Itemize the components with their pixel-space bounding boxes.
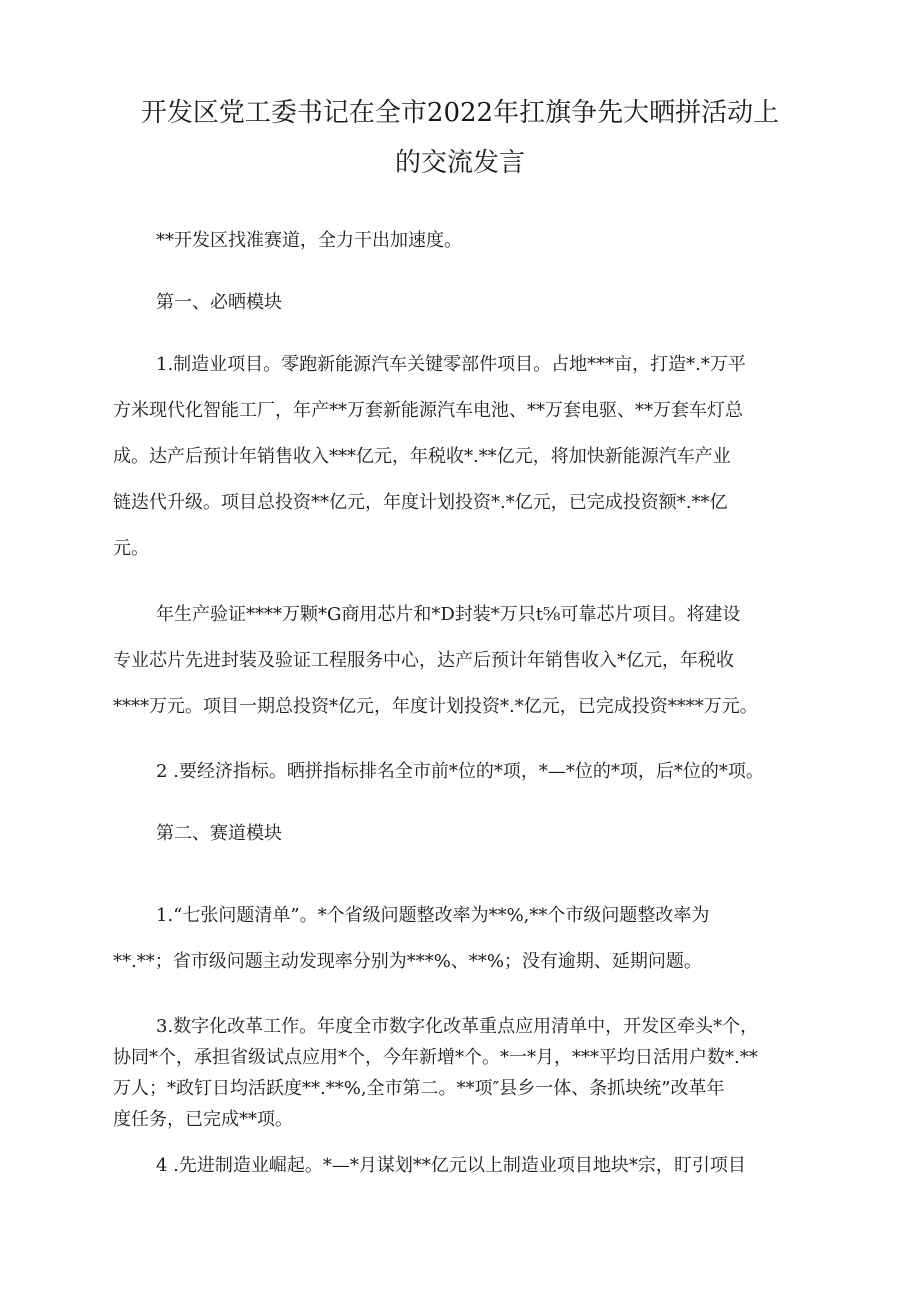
paragraph-line: 成。达产后预计年销售收入***亿元，年税收*.**亿元，将加快新能源汽车产业 xyxy=(113,446,731,467)
doc-title-line-1: 开发区党工委书记在全市2022年扛旗争先大晒拼活动上 xyxy=(140,98,780,128)
paragraph-line: 1.制造业项目。零跑新能源汽车关键零部件项目。占地***亩，打造*.*万平 xyxy=(156,354,746,375)
paragraph-line: 元。 xyxy=(113,538,149,559)
paragraph-line: 第二、赛道模块 xyxy=(156,823,282,844)
paragraph-line: 第一、必晒模块 xyxy=(156,292,282,313)
paragraph-line: 年生产验证****万颗*G商用芯片和*D封装*万只t⅝可靠芯片项目。将建设 xyxy=(156,604,741,625)
paragraph-line: **.**；省市级问题主动发现率分别为***%、**%；没有逾期、延期问题。 xyxy=(113,951,702,972)
paragraph-line: 万人；*政钉日均活跃度**.**%,全市第二。**项″县乡一体、条抓块统”改革年 xyxy=(113,1078,725,1099)
paragraph-line: 协同*个，承担省级试点应用*个，今年新增*个。*一*月，***平均日活用户数*.** xyxy=(113,1047,758,1068)
paragraph-line: 3.数字化改革工作。年度全市数字化改革重点应用清单中，开发区牵头*个， xyxy=(156,1016,759,1037)
paragraph-line: 2 .要经济指标。晒拼指标排名全市前*位的*项，*—*位的*项，后*位的*项。 xyxy=(156,761,764,782)
paragraph-line: 4 .先进制造业崛起。*—*月谋划**亿元以上制造业项目地块*宗，盯引项目 xyxy=(156,1155,746,1176)
paragraph-line: 1.“七张问题清单”。*个省级问题整改率为**%,**个市级问题整改率为 xyxy=(156,905,710,926)
paragraph-line: 链迭代升级。项目总投资**亿元，年度计划投资*.*亿元，已完成投资额*.**亿 xyxy=(113,492,728,513)
paragraph-line: ****万元。项目一期总投资*亿元，年度计划投资*.*亿元，已完成投资****万元。 xyxy=(113,696,758,717)
paragraph-line: 专业芯片先进封装及验证工程服务中心，达产后预计年销售收入*亿元，年税收 xyxy=(113,650,734,671)
doc-title-line-2: 的交流发言 xyxy=(394,148,525,178)
paragraph-line: 度任务，已完成**项。 xyxy=(113,1109,293,1130)
paragraph-line: 方米现代化智能工厂，年产**万套新能源汽车电池、**万套电驱、**万套车灯总 xyxy=(113,400,743,421)
paragraph-line: **开发区找准赛道，全力干出加速度。 xyxy=(156,230,462,251)
